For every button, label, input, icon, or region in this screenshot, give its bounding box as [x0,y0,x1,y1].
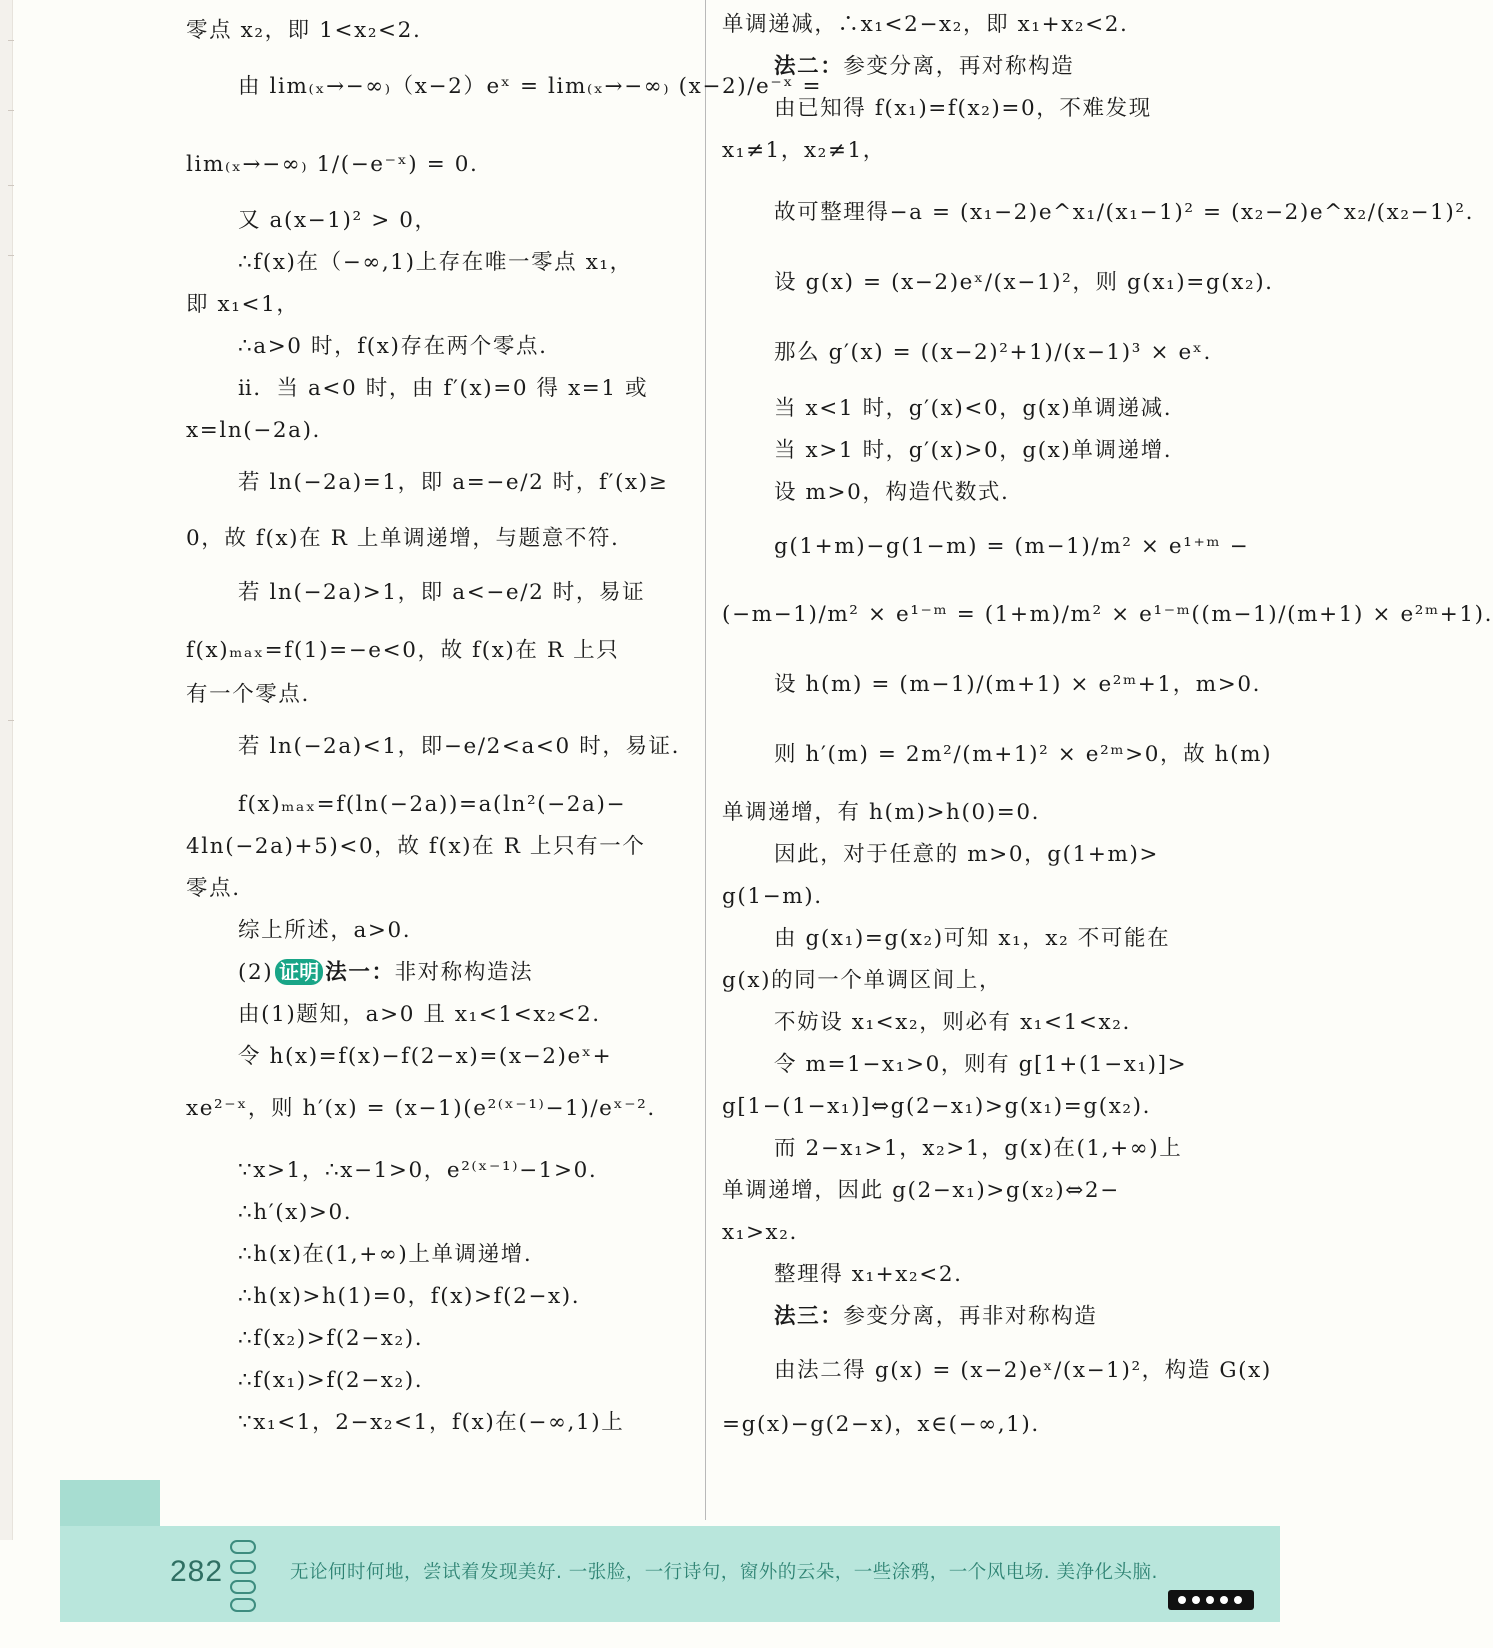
edge-mark [8,110,14,111]
text-line: ∴h(x)在(1,+∞)上单调递增. [238,1242,533,1267]
sticker-dot [1206,1596,1214,1604]
text-line: 若 ln(−2a)<1，即−e/2<a<0 时，易证. [238,734,681,759]
method-title: 非对称构造法 [394,960,534,985]
text-line: 令 h(x)=f(x)−f(2−x)=(x−2)eˣ+ [238,1044,613,1069]
text-line: 0，故 f(x)在 R 上单调递增，与题意不符. [186,526,620,551]
text-line: 由法二得 g(x) = (x−2)eˣ/(x−1)²，构造 G(x) [774,1358,1272,1383]
text-line: 即 x₁<1， [186,292,300,317]
text-line: g(x)的同一个单调区间上， [722,968,1003,993]
text-line: 设 m>0，构造代数式. [774,480,1010,505]
text-line: g[1−(1−x₁)]⇔g(2−x₁)>g(x₁)=g(x₂). [722,1094,1152,1119]
method-title: 参变分离，再对称构造 [843,54,1075,79]
edge-mark [8,720,14,721]
text-line: g(1−m). [722,884,823,909]
edge-mark [8,255,14,256]
text-line: 由已知得 f(x₁)=f(x₂)=0，不难发现 [774,96,1152,121]
text-line: 单调递增，有 h(m)>h(0)=0. [722,800,1041,825]
page-number: 282 [170,1555,224,1588]
method-heading [774,52,1074,82]
footer-quote: 无论何时何地，尝试着发现美好. 一张脸，一行诗句，窗外的云朵，一些涂鸦，一个风电场. 美净化头脑. [290,1562,1158,1583]
spiral-binding-icon [230,1540,256,1610]
text-line: 故可整理得−a = (x₁−2)e^x₁/(x₁−1)² = (x₂−2)e^x₂/(x₂−1)². [774,200,1475,225]
text-line: 零点. [186,876,241,901]
text-line: 设 g(x) = (x−2)eˣ/(x−1)²，则 g(x₁)=g(x₂). [774,270,1274,295]
text-line: 零点 x₂，即 1<x₂<2. [186,18,422,43]
text-line: ∵x>1，∴x−1>0，e²⁽ˣ⁻¹⁾−1>0. [238,1158,598,1183]
text-line: x=ln(−2a). [186,418,321,443]
part-number: (2) [238,960,274,985]
proof-tag: 证明 [275,959,323,985]
text-line: lim₍ₓ→−∞₎ 1/(−e⁻ˣ) = 0. [186,152,479,177]
text-line: =g(x)−g(2−x)，x∈(−∞,1). [722,1412,1040,1437]
spiral-ring [230,1560,256,1574]
method-label: 法二： [774,54,844,79]
text-line: 当 x<1 时，g′(x)<0，g(x)单调递减. [774,396,1173,421]
text-line: ⅱ．当 a<0 时，由 f′(x)=0 得 x=1 或 [238,376,649,401]
text-line: 4ln(−2a)+5)<0，故 f(x)在 R 上只有一个 [186,834,646,859]
text-line: 当 x>1 时，g′(x)>0，g(x)单调递增. [774,438,1173,463]
text-line: 因此，对于任意的 m>0，g(1+m)> [774,842,1160,867]
sticker-dot [1234,1596,1242,1604]
text-line: 若 ln(−2a)=1，即 a=−e/2 时，f′(x)≥ [238,470,669,495]
text-line: 由 lim₍ₓ→−∞₎（x−2）eˣ = lim₍ₓ→−∞₎ (x−2)/e⁻ˣ = [238,74,823,99]
edge-mark [8,40,14,41]
text-line: ∴f(x)在（−∞,1)上存在唯一零点 x₁， [238,250,633,275]
text-line: ∵x₁<1，2−x₂<1，f(x)在(−∞,1)上 [238,1410,625,1435]
spiral-ring [230,1598,256,1612]
text-line: 综上所述，a>0. [238,918,412,943]
column-divider [705,0,706,1520]
method-title: 参变分离，再非对称构造 [843,1304,1098,1329]
text-line: f(x)ₘₐₓ=f(ln(−2a))=a(ln²(−2a)− [238,792,627,817]
sticker-dot [1178,1596,1186,1604]
text-line: 单调递增，因此 g(2−x₁)>g(x₂)⇔2− [722,1178,1120,1203]
text-line: ∴a>0 时，f(x)存在两个零点. [238,334,548,359]
method-label: 法一： [325,960,395,985]
text-line: 设 h(m) = (m−1)/(m+1) × e²ᵐ+1，m>0. [774,672,1262,697]
text-line: (−m−1)/m² × e¹⁻ᵐ = (1+m)/m² × e¹⁻ᵐ((m−1)/(m+1) × e²ᵐ+1). [722,602,1493,627]
text-line: 单调递减，∴x₁<2−x₂，即 x₁+x₂<2. [722,12,1129,37]
text-line: ∴h(x)>h(1)=0，f(x)>f(2−x). [238,1284,581,1309]
text-line: 而 2−x₁>1，x₂>1，g(x)在(1,+∞)上 [774,1136,1183,1161]
text-line: 整理得 x₁+x₂<2. [774,1262,963,1287]
text-line: 有一个零点. [186,682,310,707]
text-line: ∴f(x₂)>f(2−x₂). [238,1326,424,1351]
edge-mark [8,185,14,186]
sticker-dot [1220,1596,1228,1604]
text-line: x₁>x₂. [722,1220,798,1245]
text-line: 则 h′(m) = 2m²/(m+1)² × e²ᵐ>0，故 h(m) [774,742,1273,767]
method-label: 法三： [774,1304,844,1329]
spiral-ring [230,1540,256,1554]
text-line: 那么 g′(x) = ((x−2)²+1)/(x−1)³ × eˣ. [774,340,1212,365]
text-line: ∴h′(x)>0. [238,1200,353,1225]
method-heading [774,1302,1097,1332]
text-line: 不妨设 x₁<x₂，则必有 x₁<1<x₂. [774,1010,1131,1035]
text-line: 由 g(x₁)=g(x₂)可知 x₁，x₂ 不可能在 [774,926,1171,951]
proof-heading [238,958,533,988]
text-line: 由(1)题知，a>0 且 x₁<1<x₂<2. [238,1002,601,1027]
text-line: x₁≠1，x₂≠1， [722,138,886,163]
spiral-ring [230,1580,256,1594]
text-line: 令 m=1−x₁>0，则有 g[1+(1−x₁)]> [774,1052,1188,1077]
page-edge [0,0,13,1540]
text-line: xe²⁻ˣ，则 h′(x) = (x−1)(e²⁽ˣ⁻¹⁾−1)/eˣ⁻². [186,1096,656,1121]
text-line: ∴f(x₁)>f(2−x₂). [238,1368,424,1393]
scan-sticker [1168,1590,1254,1610]
sticker-dot [1192,1596,1200,1604]
text-line: 若 ln(−2a)>1，即 a<−e/2 时，易证 [238,580,646,605]
text-line: f(x)ₘₐₓ=f(1)=−e<0，故 f(x)在 R 上只 [186,638,620,663]
text-line: 又 a(x−1)² > 0， [238,208,438,233]
text-line: g(1+m)−g(1−m) = (m−1)/m² × e¹⁺ᵐ − [774,534,1250,559]
